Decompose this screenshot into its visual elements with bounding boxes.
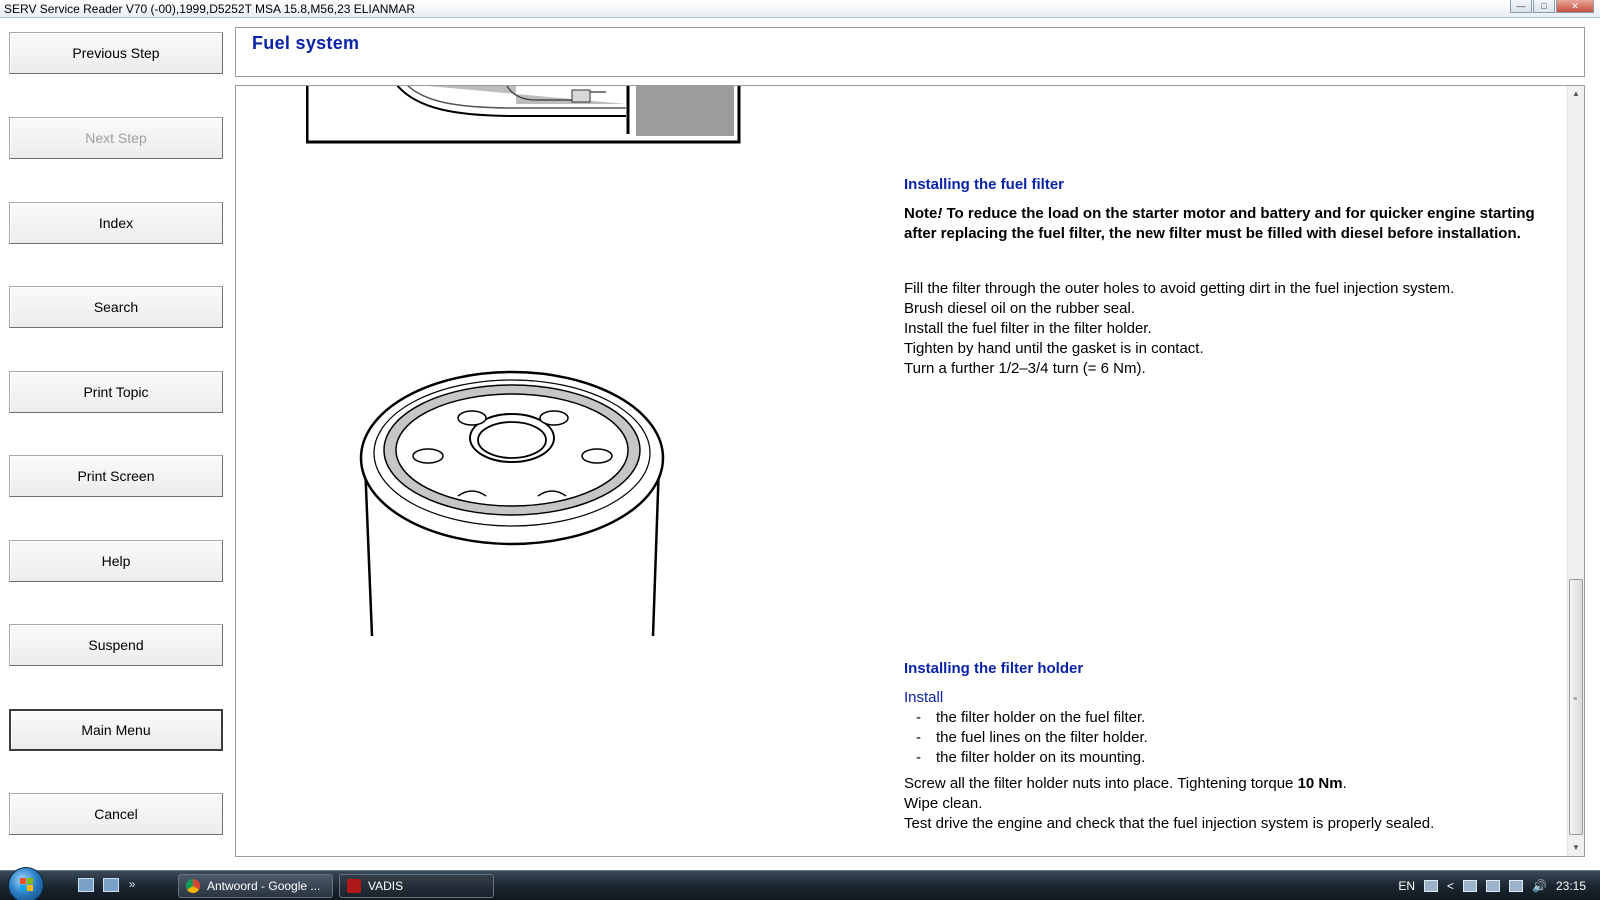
maximize-button[interactable]: □ bbox=[1533, 0, 1555, 13]
clock[interactable]: 23:15 bbox=[1555, 879, 1586, 893]
minimize-button[interactable]: — bbox=[1510, 0, 1532, 13]
suspend-button[interactable]: Suspend bbox=[9, 624, 223, 666]
print-screen-button[interactable]: Print Screen bbox=[9, 455, 223, 497]
close-button[interactable]: ✕ bbox=[1556, 0, 1594, 13]
cancel-button[interactable]: Cancel bbox=[9, 793, 223, 835]
print-topic-button[interactable]: Print Topic bbox=[9, 371, 223, 413]
step-line: Install the fuel filter in the filter holder. bbox=[904, 320, 1152, 337]
search-button[interactable]: Search bbox=[9, 286, 223, 328]
step-line: Turn a further 1/2–3/4 turn (= 6 Nm). bbox=[904, 360, 1146, 377]
taskbar-item-vadis[interactable]: VADIS bbox=[339, 874, 494, 898]
keyboard-icon[interactable] bbox=[1424, 880, 1438, 892]
windows-flag-icon bbox=[20, 878, 34, 892]
fuel-filter-steps bbox=[904, 279, 1454, 379]
next-step-button: Next Step bbox=[9, 117, 223, 159]
note-prefix: Note bbox=[904, 205, 938, 222]
step-line: Test drive the engine and check that the fuel injection system is properly sealed. bbox=[904, 815, 1435, 832]
install-bullet-list bbox=[916, 708, 1148, 768]
step-line: Wipe clean. bbox=[904, 795, 983, 812]
note-mark: ! bbox=[937, 205, 943, 222]
vadis-icon bbox=[347, 879, 361, 893]
display-icon[interactable] bbox=[1509, 880, 1523, 892]
volume-icon[interactable]: 🔊 bbox=[1532, 879, 1547, 893]
main-menu-button[interactable]: Main Menu bbox=[9, 709, 223, 751]
scroll-up-arrow-icon[interactable]: ▲ bbox=[1572, 89, 1580, 98]
quick-launch bbox=[78, 877, 135, 892]
show-hidden-icon[interactable]: < bbox=[1447, 879, 1455, 893]
section-title-installing-fuel-filter: Installing the fuel filter bbox=[904, 176, 1065, 193]
chrome-icon bbox=[186, 879, 200, 893]
language-indicator[interactable]: EN bbox=[1398, 879, 1415, 893]
windows-orb-icon[interactable] bbox=[8, 867, 44, 900]
show-desktop-icon[interactable] bbox=[78, 878, 94, 892]
list-item: - the fuel lines on the filter holder. bbox=[916, 729, 1148, 746]
topic-content bbox=[235, 85, 1585, 857]
topic-header bbox=[235, 27, 1585, 77]
list-item: - the filter holder on the fuel filter. bbox=[916, 709, 1146, 726]
section-title-installing-filter-holder: Installing the filter holder bbox=[904, 660, 1084, 677]
fuel-filter-illustration bbox=[354, 368, 674, 643]
step-line: Tighten by hand until the gasket is in contact. bbox=[904, 340, 1204, 357]
taskbar-item-chrome[interactable]: Antwoord - Google ... bbox=[178, 874, 333, 898]
switch-windows-icon[interactable] bbox=[103, 878, 119, 892]
torque-line: Screw all the filter holder nuts into place. Tightening torque 10 Nm. bbox=[904, 775, 1347, 792]
filter-holder-illustration bbox=[306, 85, 742, 146]
scroll-down-arrow-icon[interactable]: ▼ bbox=[1572, 843, 1580, 852]
note-text bbox=[904, 204, 1564, 244]
window-controls bbox=[1510, 0, 1594, 13]
install-label: Install bbox=[904, 689, 944, 706]
scrollbar-thumb[interactable] bbox=[1569, 579, 1583, 835]
note-body: To reduce the load on the starter motor and battery and for quicker engine starting after replacing the fuel filter, the new filter must be filled with diesel before installation. bbox=[904, 205, 1535, 242]
step-line: Brush diesel oil on the rubber seal. bbox=[904, 300, 1135, 317]
system-tray bbox=[1398, 871, 1600, 900]
filter-holder-steps bbox=[904, 774, 1434, 834]
window-title: SERV Service Reader V70 (-00),1999,D5252T MSA 15.8,M56,23 ELIANMAR bbox=[4, 2, 416, 16]
navigation-sidebar bbox=[0, 18, 232, 870]
window-title-bar[interactable] bbox=[0, 0, 1600, 18]
update-icon[interactable] bbox=[1486, 880, 1500, 892]
page-title: Fuel system bbox=[252, 33, 360, 53]
index-button[interactable]: Index bbox=[9, 202, 223, 244]
quick-launch-overflow[interactable]: » bbox=[128, 877, 136, 891]
help-button[interactable]: Help bbox=[9, 540, 223, 582]
step-line: Fill the filter through the outer holes to avoid getting dirt in the fuel injection system. bbox=[904, 280, 1455, 297]
grip-lines-icon: ≡ bbox=[1573, 696, 1578, 703]
torque-value: 10 Nm bbox=[1297, 775, 1343, 792]
network-icon[interactable] bbox=[1463, 880, 1477, 892]
vertical-scrollbar[interactable] bbox=[1567, 86, 1584, 856]
windows-taskbar bbox=[0, 870, 1600, 900]
list-item: - the filter holder on its mounting. bbox=[916, 749, 1146, 766]
previous-step-button[interactable]: Previous Step bbox=[9, 32, 223, 74]
